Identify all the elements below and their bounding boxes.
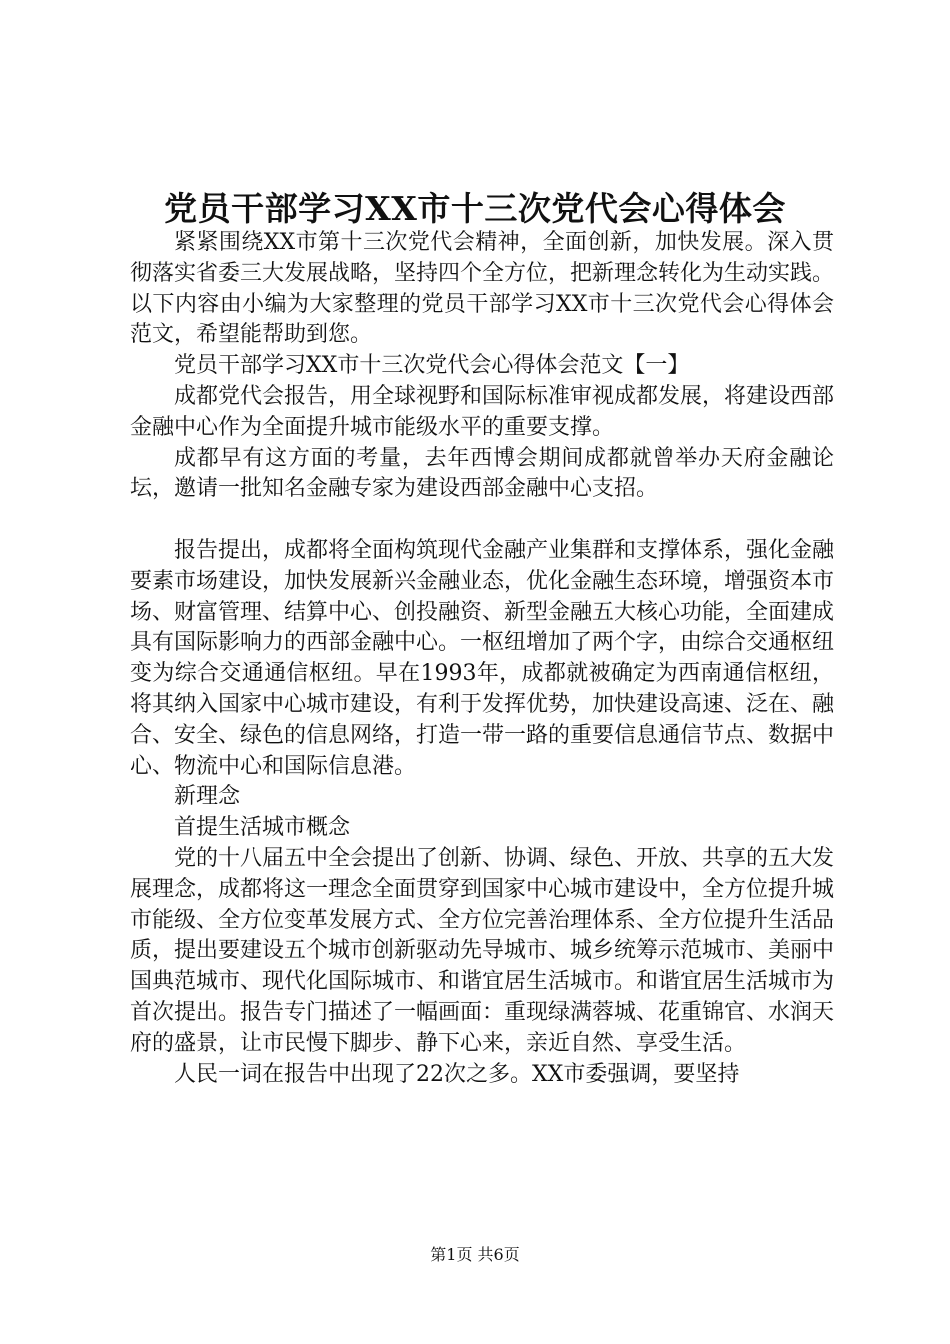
body-paragraph: 报告提出，成都将全面构筑现代金融产业集群和支撑体系，强化金融要素市场建设，加快发展新兴金融业态，优化金融生态环境，增强资本市场、财富管理、结算中心、创投融资、新型金融五大核心功能，全面建成具有国际影响力的西部金融中心。一枢纽增加了两个字，由综合交通枢纽变为综合交通通信枢纽。早在1993年，成都就被确定为西南通信枢纽，将其纳入国家中心城市建设，有利于发挥优势，加快建设高速、泛在、融合、安全、绿色的信息网络，打造一带一路的重要信息通信节点、数据中心、物流中心和国际信息港。 (130, 537, 835, 779)
subheading: 新理念 (174, 784, 241, 810)
subheading: 首提生活城市概念 (174, 815, 351, 841)
page-number-footer: 第1页 共6页 (430, 1245, 520, 1264)
body-paragraph: 成都早有这方面的考量，去年西博会期间成都就曾举办天府金融论坛，邀请一批知名金融专家为建设西部金融中心支招。 (130, 445, 834, 502)
body-paragraph: 人民一词在报告中出现了22次之多。XX市委强调，要坚持 (174, 1061, 740, 1087)
blank-line (130, 505, 834, 536)
body-paragraph: 成都党代会报告，用全球视野和国际标准审视成都发展，将建设西部金融中心作为全面提升城市能级水平的重要支撑。 (130, 383, 835, 440)
intro-paragraph: 紧紧围绕XX市第十三次党代会精神，全面创新，加快发展。深入贯彻落实省委三大发展战略，坚持四个全方位，把新理念转化为生动实践。以下内容由小编为大家整理的党员干部学习XX市十三次党代会心得体会范文，希望能帮助到您。 (130, 230, 835, 348)
section-heading: 党员干部学习XX市十三次党代会心得体会范文【一】 (174, 353, 690, 379)
body-paragraph: 党的十八届五中全会提出了创新、协调、绿色、开放、共享的五大发展理念，成都将这一理念全面贯穿到国家中心城市建设中，全方位提升城市能级、全方位变革发展方式、全方位完善治理体系、全方位提升生活品质，提出要建设五个城市创新驱动先导城市、城乡统筹示范城市、美丽中国典范城市、现代化国际城市、和谐宜居生活城市。和谐宜居生活城市为首次提出。报告专门描述了一幅画面：重现绿满蓉城、花重锦官、水润天府的盛景，让市民慢下脚步、静下心来，亲近自然、享受生活。 (130, 845, 835, 1056)
document-title: 党员干部学习XX市十三次党代会心得体会 (164, 189, 786, 228)
document-body (130, 228, 834, 1090)
